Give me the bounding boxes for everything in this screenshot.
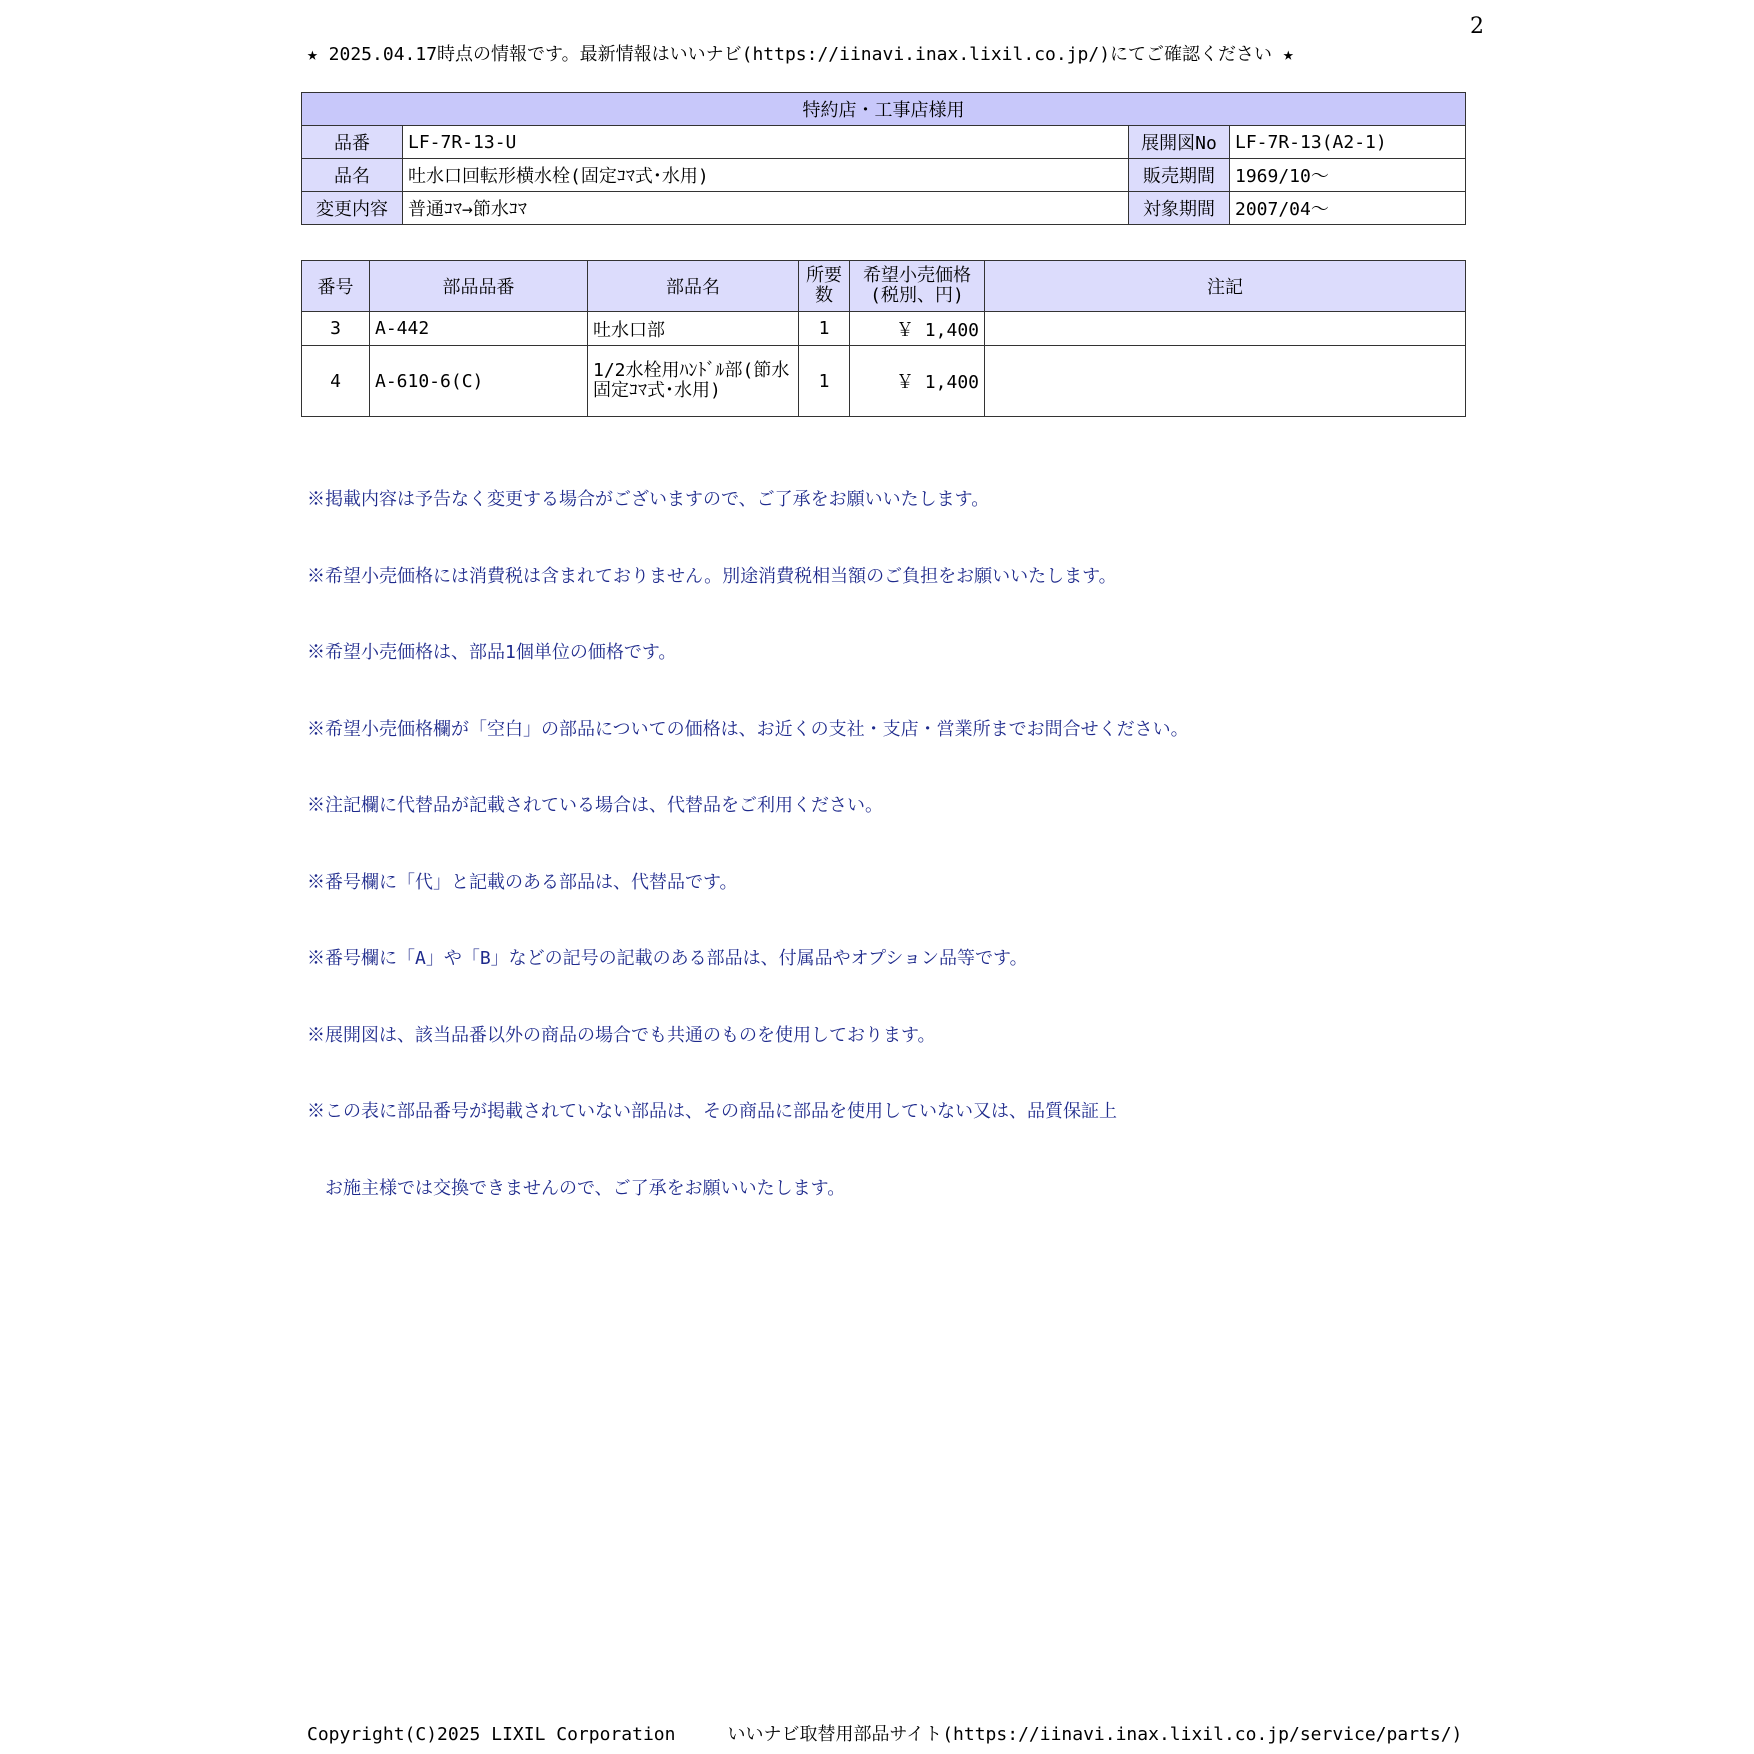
copyright: Copyright(C)2025 LIXIL Corporation [307, 1724, 676, 1745]
info-label: 変更内容 [302, 192, 403, 225]
page-number: 2 [1470, 14, 1484, 39]
update-notice: ★ 2025.04.17時点の情報です。最新情報はいいナビ(https://iinavi.inax.lixil.co.jp/)にてご確認ください ★ [307, 44, 1294, 65]
table-row [302, 346, 1466, 417]
note-line: ※展開図は、該当品番以外の商品の場合でも共通のものを使用しております。 [307, 1024, 936, 1046]
sales-period-value: 1969/10～ [1230, 159, 1466, 192]
part-qty: 1 [799, 346, 850, 417]
product-name-value: 吐水口回転形横水栓(固定ｺﾏ式･水用) [403, 159, 1129, 192]
part-price: ￥ 1,400 [850, 346, 985, 417]
part-code: A-610-6(C) [370, 346, 588, 417]
note-line: お施主様では交換できませんので、ご了承をお願いいたします。 [307, 1177, 846, 1199]
note-line: ※希望小売価格は、部品1個単位の価格です。 [307, 642, 677, 663]
header-number: 番号 [302, 261, 370, 312]
note-line: ※この表に部品番号が掲載されていない部品は、その商品に部品を使用していない又は、品質保証上 [307, 1101, 1117, 1122]
part-number: 3 [302, 312, 370, 346]
header-price: 希望小売価格(税別、円) [850, 261, 985, 312]
footer [307, 1720, 1462, 1746]
product-info-table [301, 92, 1466, 225]
note-line: ※希望小売価格欄が「空白」の部品についての価格は、お近くの支社・支店・営業所までお問合せください。 [307, 718, 1189, 740]
table-row [302, 312, 1466, 346]
info-label: 対象期間 [1129, 192, 1230, 225]
info-label: 品番 [302, 126, 403, 159]
part-name: 1/2水栓用ﾊﾝﾄﾞﾙ部(節水固定ｺﾏ式･水用) [588, 346, 799, 417]
info-label: 販売期間 [1129, 159, 1230, 192]
part-note [985, 346, 1466, 417]
product-info-title-row [302, 93, 1466, 126]
part-note [985, 312, 1466, 346]
product-info-title: 特約店・工事店様用 [302, 93, 1466, 126]
header-note: 注記 [985, 261, 1466, 312]
note-line: ※掲載内容は予告なく変更する場合がございますので、ご了承をお願いいたします。 [307, 489, 990, 510]
notes [307, 436, 1189, 1227]
info-label: 品名 [302, 159, 403, 192]
note-line: ※注記欄に代替品が記載されている場合は、代替品をご利用ください。 [307, 795, 883, 816]
info-row [302, 159, 1466, 192]
note-line: ※番号欄に「代」と記載のある部品は、代替品です。 [307, 871, 738, 893]
header-part-code: 部品品番 [370, 261, 588, 312]
part-code: A-442 [370, 312, 588, 346]
parts-header-row [302, 261, 1466, 312]
header-part-name: 部品名 [588, 261, 799, 312]
part-number: 4 [302, 346, 370, 417]
change-content-value: 普通ｺﾏ→節水ｺﾏ [403, 192, 1129, 225]
info-row [302, 192, 1466, 225]
product-code-value: LF-7R-13-U [403, 126, 1129, 159]
part-price: ￥ 1,400 [850, 312, 985, 346]
info-row [302, 126, 1466, 159]
info-label: 展開図No [1129, 126, 1230, 159]
header-qty: 所要数 [799, 261, 850, 312]
note-line: ※番号欄に「A」や「B」などの記号の記載のある部品は、付属品やオプション品等です。 [307, 948, 1028, 969]
part-qty: 1 [799, 312, 850, 346]
site-link: いいナビ取替用部品サイト(https://iinavi.inax.lixil.co.jp/service/parts/) [727, 1724, 1463, 1745]
parts-table [301, 260, 1466, 417]
note-line: ※希望小売価格には消費税は含まれておりません。別途消費税相当額のご負担をお願いいたします。 [307, 565, 1117, 587]
diagram-no-value: LF-7R-13(A2-1) [1230, 126, 1466, 159]
target-period-value: 2007/04～ [1230, 192, 1466, 225]
part-name: 吐水口部 [588, 312, 799, 346]
